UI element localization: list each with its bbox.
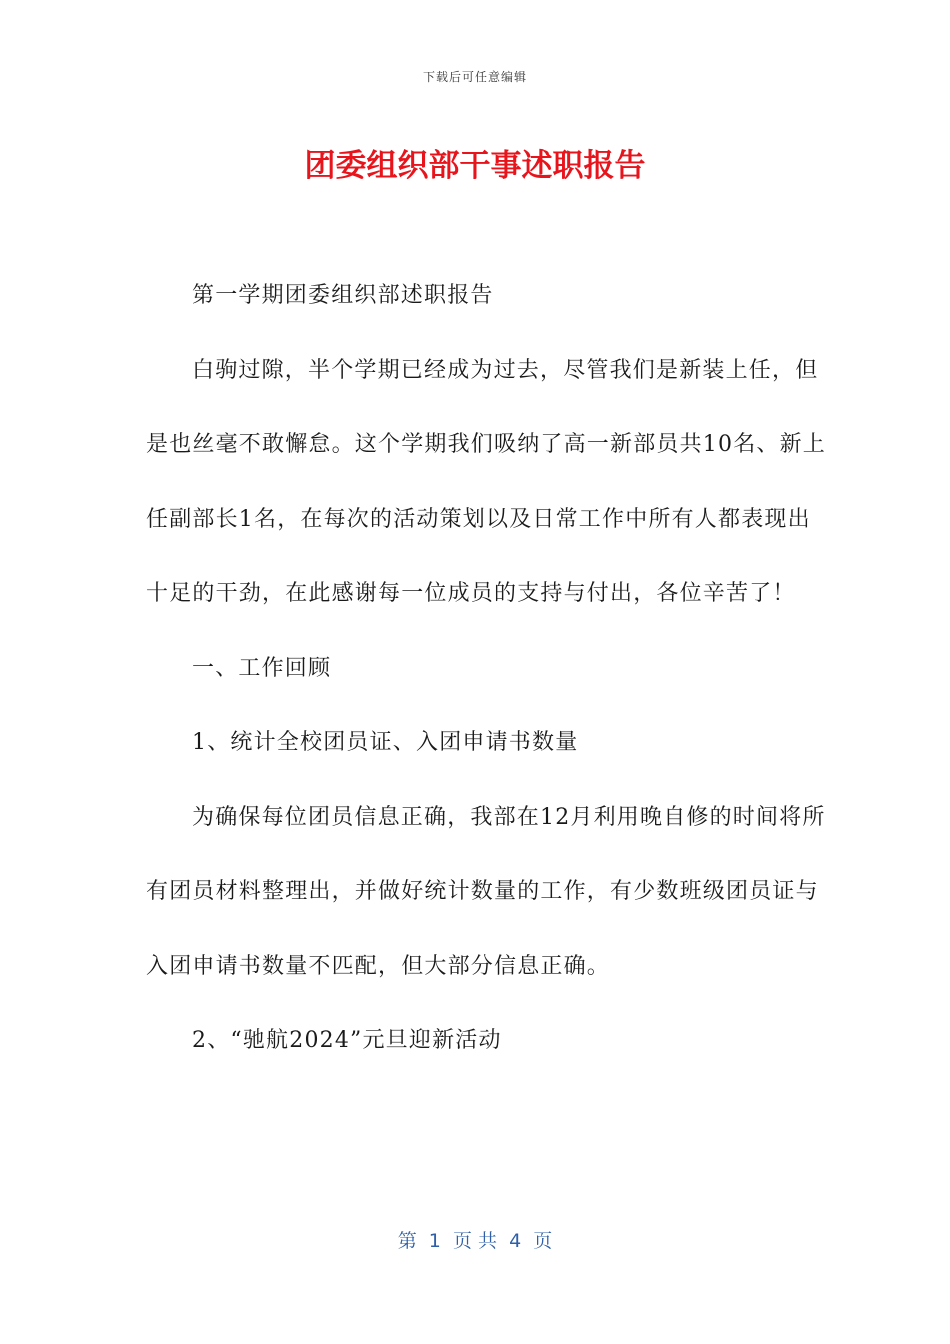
document-title: 团委组织部干事述职报告 — [304, 148, 646, 184]
item-paragraph-1: 为确保每位团员信息正确，我部在12月利用晚自修的时间将所有团员材料整理出，并做好统计数量的工作，有少数班级团员证与入团申请书数量不匹配，但大部分信息正确。 — [146, 804, 826, 979]
page-number-footer: 第 1 页 共 4 页 — [397, 1230, 553, 1252]
item-heading-2: 2、“驰航2024”元旦迎新活动 — [192, 1028, 502, 1053]
paragraph-intro: 白驹过隙，半个学期已经成为过去，尽管我们是新装上任，但是也丝毫不敢懈怠。这个学期我们吸纳了高一新部员共10名、新上任副部长1名，在每次的活动策划以及日常工作中所有人都表现出十足的干劲，在此感谢每一位成员的支持与付出，各位辛苦了！ — [146, 357, 826, 606]
item-heading-1: 1、统计全校团员证、入团申请书数量 — [192, 730, 579, 755]
document-body — [146, 259, 826, 1079]
header-note: 下载后可任意编辑 — [422, 70, 527, 84]
paragraph-subtitle: 第一学期团委组织部述职报告 — [192, 283, 494, 308]
section-heading: 一、工作回顾 — [192, 655, 332, 681]
